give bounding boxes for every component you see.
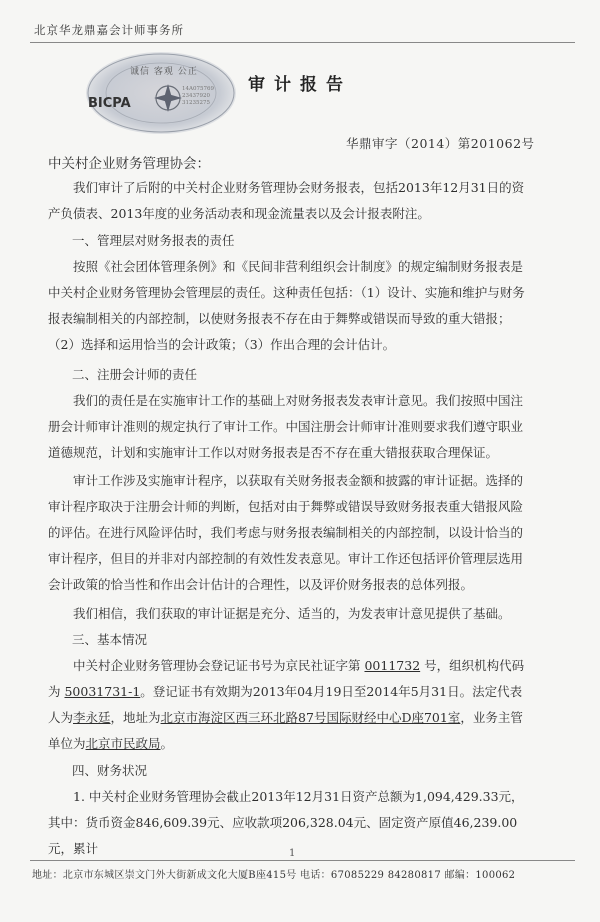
section-heading-management: 一、管理层对财务报表的责任 bbox=[72, 233, 235, 248]
basic-info-text: 。 bbox=[160, 736, 174, 751]
organization-code: 50031731-1 bbox=[64, 684, 141, 699]
registration-cert-number: 0011732 bbox=[364, 658, 421, 673]
registered-address: 北京市海淀区西三环北路87号国际财经中心D座701室 bbox=[160, 710, 461, 725]
basic-info-text: ，业务主管单位为 bbox=[48, 710, 523, 751]
footer-contact: 地址：北京市东城区崇文门外大街新成文化大厦B座415号 电话：67085229 84280817 邮编：100062 bbox=[32, 870, 516, 881]
legal-representative: 李永廷 bbox=[73, 710, 111, 725]
seal-org: BICPA bbox=[88, 96, 131, 111]
supervising-authority: 北京市民政局 bbox=[85, 736, 161, 751]
paragraph-financial-status: 1. 中关村企业财务管理协会截止2013年12月31日资产总额为1,094,429.33元，其中：货币资金846,609.39元、应收款项206,328.04元、固定资产原值46,239.00元，累计 bbox=[48, 789, 524, 856]
paragraph-management-responsibility: 按照《社会团体管理条例》和《民间非营利组织会计制度》的规定编制财务报表是中关村企业财务管理协会管理层的责任。这种责任包括：（1）设计、实施和维护与财务报表编制相关的内部控制，以使财务报表不存在由于舞弊或错误而导致的重大错报；（2）选择和运用恰当的会计政策；（3）作出合理的会计估计。 bbox=[48, 259, 525, 352]
basic-info-text: 号，组织机构代码为 bbox=[48, 658, 525, 699]
firm-name-header: 北京华龙鼎嘉会计师事务所 bbox=[34, 23, 184, 37]
addressee: 中关村企业财务管理协会： bbox=[48, 156, 210, 172]
section-heading-financial-status: 四、财务状况 bbox=[72, 763, 148, 778]
paragraph-intro: 我们审计了后附的中关村企业财务管理协会财务报表，包括2013年12月31日的资产负债表、2013年度的业务活动表和现金流量表以及会计报表附注。 bbox=[48, 180, 525, 221]
footer-divider bbox=[30, 860, 575, 861]
paragraph-audit-evidence: 我们相信，我们获取的审计证据是充分、适当的，为发表审计意见提供了基础。 bbox=[73, 606, 511, 621]
paragraph-basic-info bbox=[48, 653, 530, 757]
page-number: 1 bbox=[289, 848, 296, 859]
document-number: 华鼎审字（2014）第201062号 bbox=[346, 136, 535, 151]
section-heading-basic-info: 三、基本情况 bbox=[72, 632, 148, 647]
paragraph-audit-procedures: 审计工作涉及实施审计程序，以获取有关财务报表金额和披露的审计证据。选择的审计程序取决于注册会计师的判断，包括对由于舞弊或错误导致财务报表重大错报风险的评估。在进行风险评估时，我们考虑与财务报表编制相关的内部控制，以设计恰当的审计程序，但目的并非对内部控制的有效性发表意见。审计工作还包括评价管理层选用会计政策的恰当性和作出会计估计的合理性，以及评价财务报表的总体列报。 bbox=[48, 473, 524, 592]
basic-info-text: 中关村企业财务管理协会登记证书号为京民社证字第 bbox=[73, 658, 365, 673]
page-title: 审计报告 bbox=[248, 75, 352, 95]
header-divider bbox=[30, 42, 575, 43]
bicpa-seal bbox=[86, 52, 236, 134]
seal-number: 14A075769 23437920 31235275 bbox=[182, 86, 214, 106]
basic-info-text: 。登记证书有效期为2013年04月19日至2014年5月31日。法定代表人为 bbox=[48, 684, 523, 725]
seal-motto: 诚信 客观 公正 bbox=[130, 67, 198, 77]
paragraph-auditor-responsibility: 我们的责任是在实施审计工作的基础上对财务报表发表审计意见。我们按照中国注册会计师审计准则的规定执行了审计工作。中国注册会计师审计准则要求我们遵守职业道德规范，计划和实施审计工作以对财务报表是否不存在重大错报获取合理保证。 bbox=[48, 393, 524, 460]
basic-info-text: ，地址为 bbox=[110, 710, 161, 725]
section-heading-auditor: 二、注册会计师的责任 bbox=[72, 367, 198, 382]
